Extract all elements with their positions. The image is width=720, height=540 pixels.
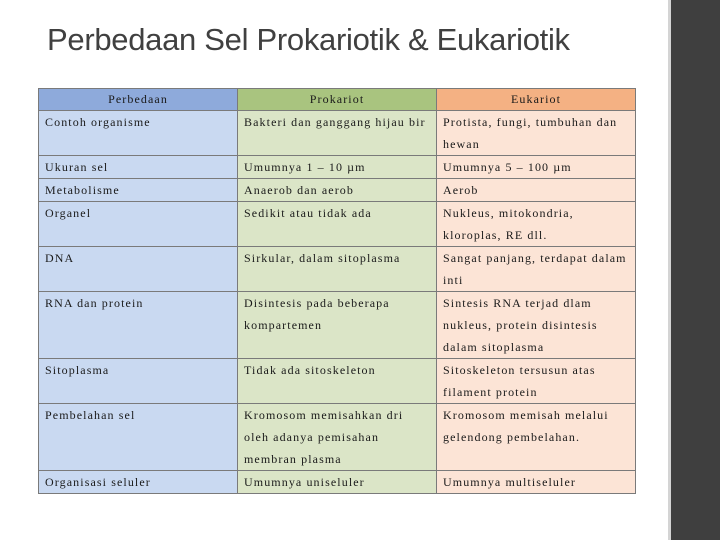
row-label: Ukuran sel [39, 156, 238, 179]
prokariot-cell: Umumnya uniseluler [238, 471, 437, 494]
slide-title: Perbedaan Sel Prokariotik & Eukariotik [47, 22, 570, 57]
table-header-row [39, 89, 636, 111]
table-row [39, 292, 636, 359]
row-label: DNA [39, 247, 238, 292]
eukariot-cell: Nukleus, mitokondria, kloroplas, RE dll. [437, 202, 636, 247]
table-row [39, 404, 636, 471]
table-row [39, 471, 636, 494]
row-label: Organisasi seluler [39, 471, 238, 494]
row-label: RNA dan protein [39, 292, 238, 359]
prokariot-cell: Bakteri dan ganggang hijau bir [238, 111, 437, 156]
prokariot-cell: Sedikit atau tidak ada [238, 202, 437, 247]
eukariot-cell: Sitoskeleton tersusun atas filament protein [437, 359, 636, 404]
prokariot-cell: Kromosom memisahkan dri oleh adanya pemisahan membran plasma [238, 404, 437, 471]
eukariot-cell: Kromosom memisah melalui gelendong pembelahan. [437, 404, 636, 471]
table-row [39, 202, 636, 247]
prokariot-cell: Disintesis pada beberapa kompartemen [238, 292, 437, 359]
eukariot-cell: Sangat panjang, terdapat dalam inti [437, 247, 636, 292]
table-row [39, 179, 636, 202]
header-prokariot: Prokariot [238, 89, 437, 111]
table-row [39, 111, 636, 156]
row-label: Contoh organisme [39, 111, 238, 156]
decorative-sidebar [668, 0, 720, 540]
table-row [39, 359, 636, 404]
table-row [39, 247, 636, 292]
eukariot-cell: Aerob [437, 179, 636, 202]
prokariot-cell: Umumnya 1 – 10 µm [238, 156, 437, 179]
prokariot-cell: Tidak ada sitoskeleton [238, 359, 437, 404]
eukariot-cell: Umumnya multiseluler [437, 471, 636, 494]
table-row [39, 156, 636, 179]
row-label: Organel [39, 202, 238, 247]
eukariot-cell: Sintesis RNA terjad dlam nukleus, protein disintesis dalam sitoplasma [437, 292, 636, 359]
row-label: Sitoplasma [39, 359, 238, 404]
row-label: Metabolisme [39, 179, 238, 202]
eukariot-cell: Protista, fungi, tumbuhan dan hewan [437, 111, 636, 156]
prokariot-cell: Anaerob dan aerob [238, 179, 437, 202]
header-perbedaan: Perbedaan [39, 89, 238, 111]
header-eukariot: Eukariot [437, 89, 636, 111]
row-label: Pembelahan sel [39, 404, 238, 471]
prokariot-cell: Sirkular, dalam sitoplasma [238, 247, 437, 292]
sidebar-accent-line [668, 0, 671, 540]
eukariot-cell: Umumnya 5 – 100 µm [437, 156, 636, 179]
comparison-table [38, 88, 636, 494]
